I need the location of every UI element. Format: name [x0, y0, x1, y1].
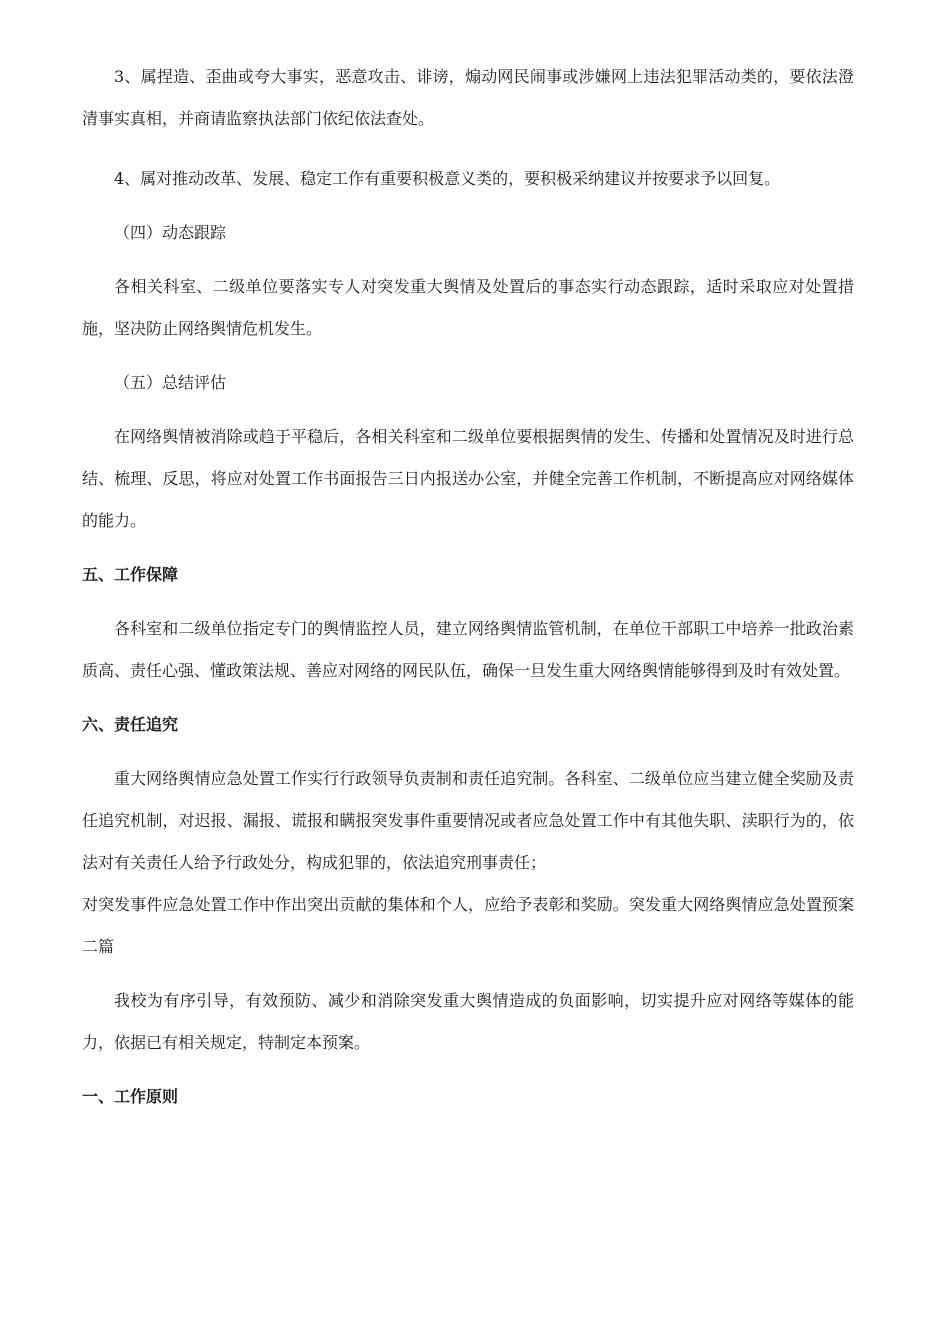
- subheading-summary-evaluation: （五）总结评估: [114, 373, 227, 392]
- paragraph-summary-evaluation: 在网络舆情被消除或趋于平稳后，各相关科室和二级单位要根据舆情的发生、传播和处置情况及时进行总结、梳理、反思，将应对处置工作书面报告三日内报送办公室，并健全完善工作机制，不断提高应对网络媒体的能力。: [82, 427, 854, 530]
- document-page: [82, 56, 854, 1118]
- section-heading-work-principles: 一、工作原则: [82, 1087, 179, 1106]
- section-heading-accountability: 六、责任追究: [82, 715, 179, 734]
- paragraph-item-3: 3、属捏造、歪曲或夸大事实，恶意攻击、诽谤，煽动网民闹事或涉嫌网上违法犯罪活动类的，要依法澄清事实真相，并商请监察执法部门依纪依法查处。: [82, 67, 854, 128]
- subheading-dynamic-tracking: （四）动态跟踪: [114, 223, 227, 242]
- section-heading-work-guarantee: 五、工作保障: [82, 565, 179, 584]
- paragraph-dynamic-tracking: 各相关科室、二级单位要落实专人对突发重大舆情及处置后的事态实行动态跟踪，适时采取应对处置措施，坚决防止网络舆情危机发生。: [82, 277, 854, 338]
- paragraph-work-guarantee: 各科室和二级单位指定专门的舆情监控人员，建立网络舆情监管机制，在单位干部职工中培养一批政治素质高、责任心强、懂政策法规、善应对网络的网民队伍，确保一旦发生重大网络舆情能够得到及时有效处置。: [82, 619, 854, 680]
- paragraph-rewards: 对突发事件应急处置工作中作出突出贡献的集体和个人，应给予表彰和奖励。突发重大网络舆情应急处置预案二篇: [82, 895, 854, 956]
- paragraph-plan-intro: 我校为有序引导，有效预防、减少和消除突发重大舆情造成的负面影响，切实提升应对网络等媒体的能力，依据已有相关规定，特制定本预案。: [82, 991, 854, 1052]
- paragraph-accountability: 重大网络舆情应急处置工作实行行政领导负责制和责任追究制。各科室、二级单位应当建立健全奖励及责任追究机制，对迟报、漏报、谎报和瞒报突发事件重要情况或者应急处置工作中有其他失职、渎职行为的，依法对有关责任人给予行政处分，构成犯罪的，依法追究刑事责任；: [82, 769, 854, 872]
- paragraph-item-4: 4、属对推动改革、发展、稳定工作有重要积极意义类的，要积极采纳建议并按要求予以回复。: [114, 169, 781, 188]
